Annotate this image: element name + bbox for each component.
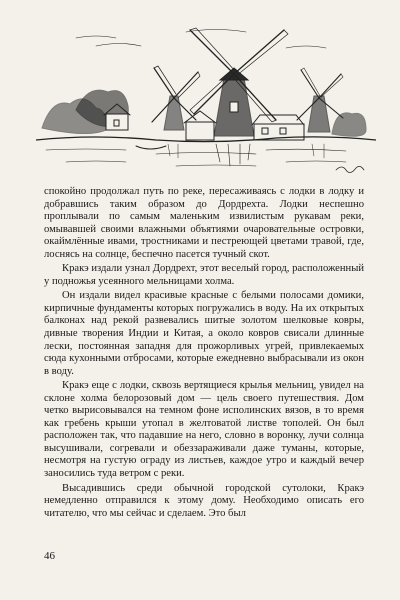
page-number: 46 (44, 550, 55, 562)
paragraph: спокойно продолжал путь по реке, пересаживаясь с лодки в лодку и добравшись таким образом до Дордрехта. Лодки неспешно проплывали по самым маленьким извилистым рукавам реки, омывавшей своими влажными объятиями очаровательные островки, окаймлённые ивами, тростниками и пестреющей цветами травой, где, лоснясь на солнце, беспечно пасется тучный скот. (44, 186, 364, 260)
paragraph: Кракэ еще с лодки, сквозь вертящиеся крылья мельниц, увидел на склоне холма белорозовый дом — цель своего путешествия. Дом четко вырисовывался на темном фоне исполинских вязов, в то время как гребень крыши утопал в желтоватой листве тополей. Он был расположен так, что падавшие на него, словно в воронку, лучи солнца высушивали, согревали и обеззараживали даже туманы, которые, несмотря на густую ограду из листьев, каждое утро и каждый вечер заносились туда ветром с реки. (44, 380, 364, 480)
windmills-river-illustration (36, 18, 376, 183)
body-text (44, 186, 364, 520)
paragraph: Кракэ издали узнал Дордрехт, этот веселый город, расположенный у подножья усеянного мельницами холма. (44, 263, 364, 287)
paragraph: Он издали видел красивые красные с белыми полосами домики, кирпичные фундаменты которых погружались в воду. На их открытых балконах над рекой развевались шитые золотом шелковые ковры, дивные творения Индии и Китая, а около ковров свисали длинные лески, постоянная западня для прожорливых угрей, привлекаемых сюда кухонными отбросами, которые ежедневно выбрасывали из окон в воду. (44, 290, 364, 377)
paragraph: Высадившись среди обычной городской сутолоки, Кракэ немедленно отправился к этому дому. Необходимо описать его читателю, что мы сейчас и сделаем. Это был (44, 482, 364, 519)
